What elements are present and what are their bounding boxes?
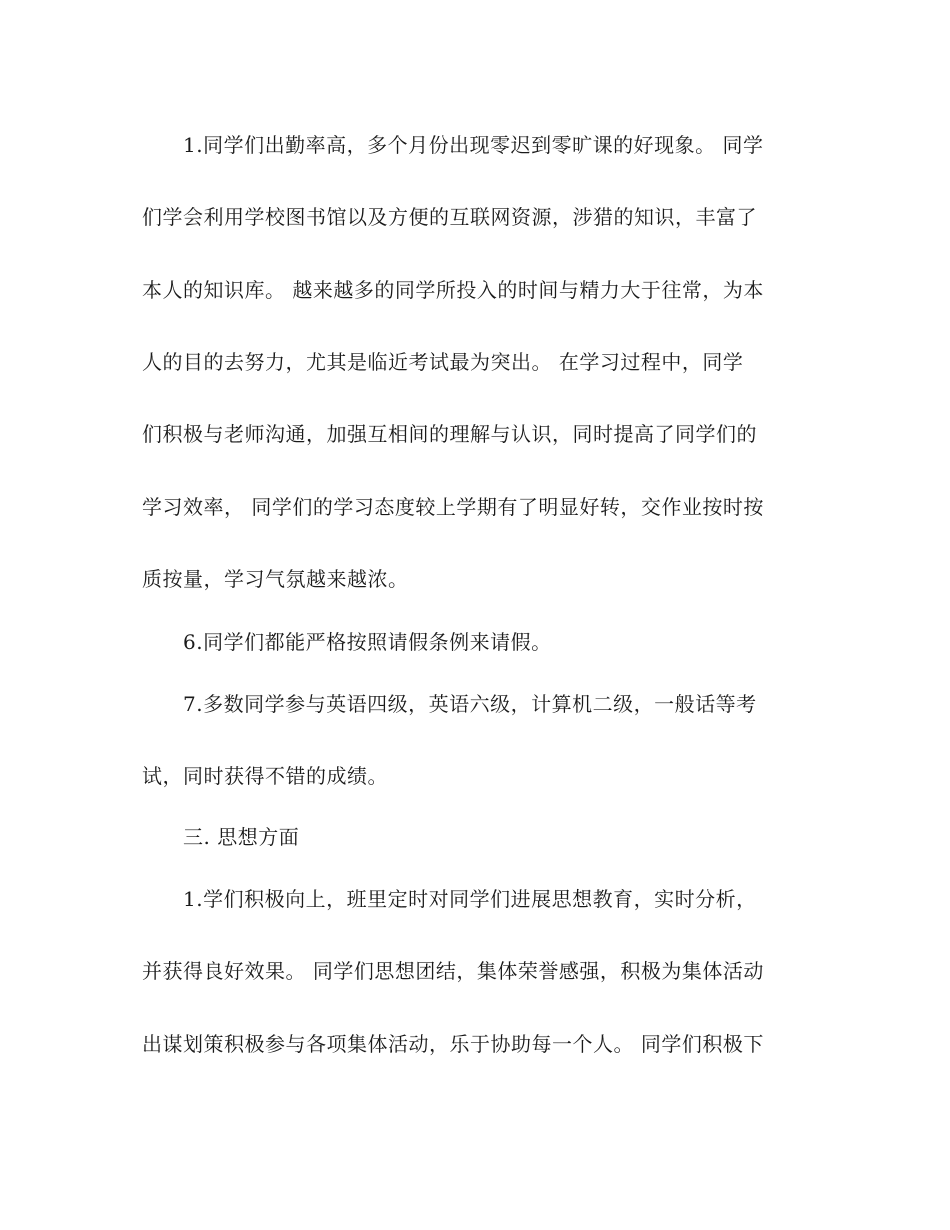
paragraph-line: 人的目的去努力，尤其是临近考试最为突出。 在学习过程中，同学 — [142, 350, 744, 374]
paragraph-line: 们积极与老师沟通，加强互相间的理解与认识，同时提高了同学们的 — [142, 422, 757, 446]
paragraph-line: 们学会利用学校图书馆以及方便的互联网资源，涉猎的知识，丰富了 — [142, 205, 757, 229]
paragraph-line: 出谋划策积极参与各项集体活动，乐于协助每一个人。 同学们积极下 — [142, 1032, 764, 1056]
paragraph-line: 质按量，学习气氛越来越浓。 — [142, 567, 409, 591]
paragraph-line: 学习效率， 同学们的学习态度较上学期有了明显好转，交作业按时按 — [142, 495, 764, 519]
paragraph-line: 试，同时获得不错的成绩。 — [142, 764, 388, 788]
paragraph-line: 7.多数同学参与英语四级，英语六级，计算机二级，一般话等考 — [183, 692, 757, 716]
paragraph-line: 并获得良好效果。 同学们思想团结，集体荣誉感强，积极为集体活动 — [142, 959, 764, 983]
section-heading: 三. 思想方面 — [183, 825, 300, 849]
paragraph-line: 1.学们积极向上，班里定时对同学们进展思想教育，实时分析， — [183, 887, 757, 911]
paragraph-line: 6.同学们都能严格按照请假条例来请假。 — [183, 630, 552, 654]
paragraph-line: 1.同学们出勤率高，多个月份出现零迟到零旷课的好现象。 同学 — [183, 133, 764, 157]
paragraph-line: 本人的知识库。 越来越多的同学所投入的时间与精力大于往常，为本 — [142, 278, 764, 302]
